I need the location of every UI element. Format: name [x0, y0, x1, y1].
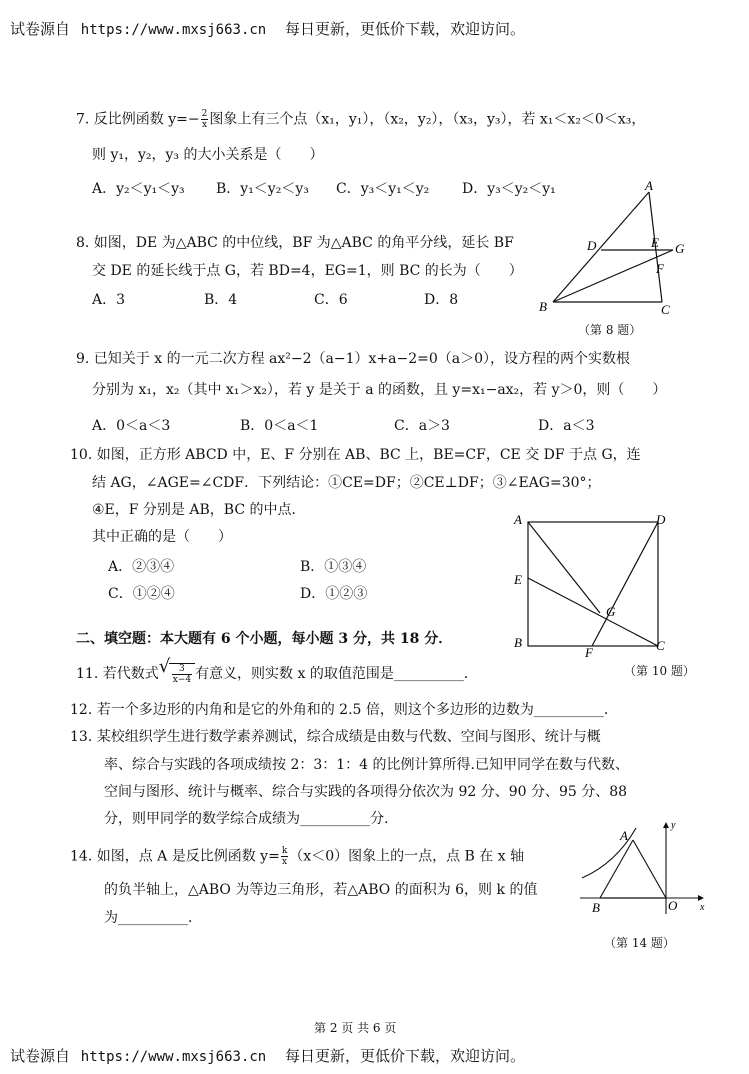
section2-title: 二、填空题：本大题有 6 个小题，每小题 3 分，共 18 分．	[76, 631, 453, 647]
q9-option-c: C．a＞3	[394, 418, 450, 434]
q9-line2: 分别为 x₁，x₂（其中 x₁＞x₂），若 y 是关于 a 的函数，且 y=x₁−ax₂，若 y＞0，则（ ）	[92, 382, 667, 398]
q14-frac-den: x	[282, 857, 288, 867]
q10-label-b: B	[514, 635, 522, 650]
q14-fraction	[281, 846, 288, 867]
q8-label-e: E	[651, 235, 659, 250]
q14-label-y: y	[671, 820, 676, 831]
q14-label-x: x	[700, 902, 705, 913]
q11-post: 有意义，则实数 x 的取值范围是__________．	[195, 666, 478, 682]
q10-option-a: A．②③④	[108, 559, 175, 575]
q8-caption: （第 8 题）	[578, 323, 642, 337]
q8-option-a: A．3	[92, 292, 126, 308]
q8-label-g: G	[675, 241, 685, 256]
q14-label-b: B	[592, 900, 600, 915]
q14-post: （x＜0）图象上的一点，点 B 在 x 轴	[289, 848, 525, 865]
q11-stem	[76, 663, 478, 685]
q9-line1: 9. 已知关于 x 的一元二次方程 ax²−2（a−1）x+a−2=0（a＞0），设方程的两个实数根	[76, 351, 631, 367]
q8-line1: 8. 如图，DE 为△ABC 的中位线，BF 为△ABC 的角平分线，延长 BF	[76, 235, 514, 251]
header-url[interactable]: https://www.mxsj663.cn	[80, 22, 267, 38]
q14-caption: （第 14 题）	[604, 936, 675, 950]
footer-banner	[10, 1045, 525, 1066]
q13-line4: 分，则甲同学的数学综合成绩为__________分.	[104, 811, 389, 827]
q7-option-b: B．y₁＜y₂＜y₃	[216, 181, 309, 197]
q10-label-c: C	[656, 638, 665, 653]
q9-option-b: B．0＜a＜1	[240, 418, 319, 434]
q14-x-arrow	[698, 895, 704, 901]
q10-segment-ce	[528, 578, 658, 646]
header-source: 试卷源自	[10, 20, 71, 38]
q10-label-f: F	[585, 645, 593, 660]
q10-line2: 结 AG，∠AGE=∠CDF．下列结论：①CE=DF；②CE⊥DF；③∠EAG=30°；	[92, 475, 601, 491]
q11-frac-num: √ 3	[172, 664, 192, 675]
q7-option-a: A．y₂＜y₁＜y₃	[92, 181, 185, 197]
q8-option-d: D．8	[424, 292, 459, 308]
q7-pre: 7. 反比例函数 y=−	[76, 111, 200, 128]
q13-line1: 13. 某校组织学生进行数学素养测试，综合成绩是由数与代数、空间与图形、统计与概	[70, 729, 601, 745]
footer-url[interactable]: https://www.mxsj663.cn	[80, 1049, 267, 1065]
q8-label-f: F	[656, 261, 664, 276]
q10-label-g: G	[606, 604, 616, 619]
q10-line4: 其中正确的是（ ）	[92, 529, 232, 545]
q11-fraction	[172, 664, 192, 685]
header-slogan: 每日更新，更低价下载，欢迎访问。	[285, 20, 526, 38]
q14-pre: 14. 如图，点 A 是反比例函数 y=	[70, 848, 280, 865]
page-number: 第 2 页 共 6 页	[314, 1021, 397, 1035]
q7-line2: 则 y₁，y₂，y₃ 的大小关系是（ ）	[92, 147, 324, 163]
q8-figure	[535, 180, 705, 320]
q9-option-a: A．0＜a＜3	[92, 418, 171, 434]
q10-line1: 10. 如图，正方形 ABCD 中，E、F 分别在 AB、BC 上，BE=CF，CE 交 DF 于点 G，连	[70, 447, 641, 463]
q14-label-a: A	[620, 828, 628, 843]
q9-option-d: D．a＜3	[538, 418, 595, 434]
q7-stem	[76, 109, 645, 130]
q11-frac-den: x−4	[172, 675, 192, 685]
q10-label-e: E	[514, 572, 522, 587]
header-banner	[10, 18, 525, 39]
q10-caption: （第 10 题）	[624, 664, 695, 678]
q8-label-c: C	[661, 302, 670, 317]
q8-label-a: A	[645, 178, 653, 193]
q7-fraction	[201, 109, 209, 130]
q14-figure	[576, 818, 716, 918]
q8-label-b: B	[539, 299, 547, 314]
q14-side-ao	[633, 840, 666, 898]
footer-source: 试卷源自	[10, 1047, 71, 1065]
q12-text: 12. 若一个多边形的内角和是它的外角和的 2.5 倍，则这个多边形的边数为__________．	[70, 702, 618, 718]
q11-pre: 11. 若代数式	[76, 666, 159, 682]
q8-side-ab	[553, 192, 649, 302]
q7-option-d: D．y₃＜y₂＜y₁	[462, 181, 556, 197]
q7-frac-num: 2	[201, 109, 208, 119]
q10-segment-ag	[528, 522, 600, 613]
q14-frac-num: k	[281, 846, 288, 856]
footer-slogan: 每日更新，更低价下载，欢迎访问。	[285, 1047, 526, 1065]
q8-label-d: D	[587, 238, 597, 253]
q14-stem	[70, 846, 524, 867]
q8-bisector-bg	[553, 250, 673, 302]
q14-line3: 为__________．	[104, 910, 202, 926]
q10-label-a: A	[514, 512, 522, 527]
q13-line2: 率、综合与实践的各项成绩按 2：3：1：4 的比例计算所得.已知甲同学在数与代数、	[104, 757, 629, 773]
q7-frac-den: x	[201, 120, 208, 130]
q8-line2: 交 DE 的延长线于点 G，若 BD=4，EG=1，则 BC 的长为（ ）	[92, 263, 523, 279]
q10-option-b: B．①③④	[300, 559, 367, 575]
q7-option-c: C．y₃＜y₁＜y₂	[336, 181, 430, 197]
q13-line3: 空间与图形、统计与概率、综合与实践的各项得分依次为 92 分、90 分、95 分、88	[104, 784, 628, 800]
q10-figure	[510, 510, 680, 660]
q14-y-arrow	[663, 822, 669, 828]
q10-label-d: D	[656, 512, 666, 527]
q10-segment-df	[592, 522, 658, 646]
q14-label-o: O	[668, 898, 678, 913]
q10-option-d: D．①②③	[300, 586, 368, 602]
q7-post: 图象上有三个点（x₁，y₁），（x₂，y₂），（x₃，y₃），若 x₁＜x₂＜0＜x₃，	[209, 111, 646, 128]
q14-side-ab	[600, 840, 633, 898]
q11-sqrt	[169, 663, 195, 685]
q10-option-c: C．①②④	[108, 586, 175, 602]
q10-square	[528, 522, 658, 646]
q8-option-c: C．6	[314, 292, 348, 308]
q10-line3: ④E，F 分别是 AB，BC 的中点．	[92, 502, 306, 518]
q14-line2: 的负半轴上，△ABO 为等边三角形，若△ABO 的面积为 6，则 k 的值	[104, 882, 538, 898]
q8-option-b: B．4	[204, 292, 238, 308]
